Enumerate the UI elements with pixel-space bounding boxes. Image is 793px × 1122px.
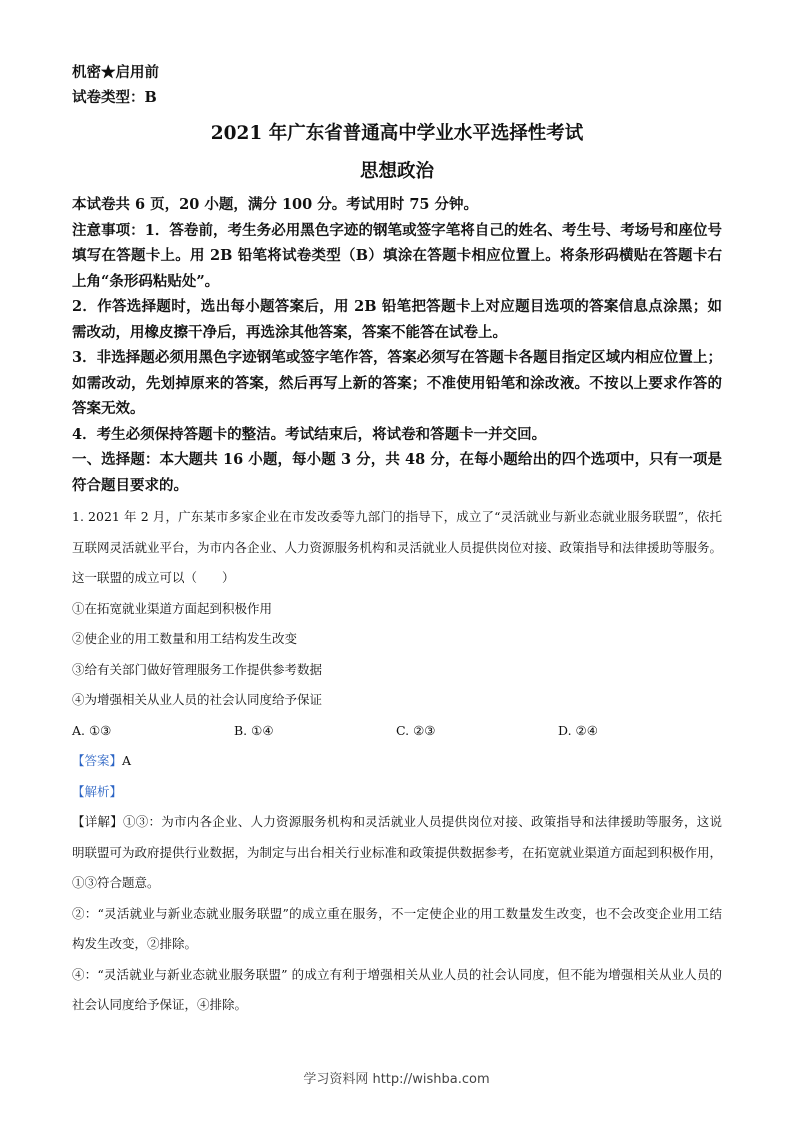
notice-1: 注意事项：1．答卷前，考生务必用黑色字迹的钢笔或签字笔将自己的姓名、考生号、考场号和座位号填写在答题卡上。用 2B 铅笔将试卷类型（B）填涂在答题卡相应位置上。将条形码横贴在答题卡右上角“条形码粘贴处”。	[72, 221, 722, 290]
exam-subject: 思想政治	[359, 161, 434, 182]
detail-tag: 【详解】	[72, 814, 123, 829]
statement-2: ②使企业的用工数量和用工结构发生改变	[72, 631, 298, 646]
notice-3: 3．非选择题必须用黑色字迹钢笔或签字笔作答，答案必须写在答题卡各题目指定区域内相应位置上；如需改动，先划掉原来的答案，然后再写上新的答案；不准使用铅笔和涂改液。不按以上要求作答的答案无效。	[72, 349, 722, 417]
detail-paragraph-1	[72, 807, 722, 899]
analysis-line	[72, 777, 722, 808]
choice-b: B. ①④	[234, 722, 274, 738]
exam-page	[72, 60, 722, 1021]
choice-d: D. ②④	[558, 722, 598, 738]
exam-title: 2021 年广东省普通高中学业水平选择性考试	[210, 123, 584, 144]
footer-watermark: 学习资料网 http://wishba.com	[303, 1072, 490, 1087]
section-heading: 一、选择题：本大题共 16 小题，每小题 3 分，共 48 分，在每小题给出的四个选项中，只有一项是符合题目要求的。	[72, 451, 722, 494]
question-stem: 1. 2021 年 2 月，广东某市多家企业在市发改委等九部门的指导下，成立了“灵活就业与新业态就业服务联盟”，依托互联网灵活就业平台，为市内各企业、人力资源服务机构和灵活就业人员提供岗位对接、政策指导和法律援助等服务。这一联盟的成立可以（ ）	[72, 509, 723, 585]
detail-text-1: ①③：为市内各企业、人力资源服务机构和灵活就业人员提供岗位对接、政策指导和法律援助等服务，这说明联盟可为政府提供行业数据，为制定与出台相关行业标准和政策提供数据参考，在拓宽就业渠道方面起到积极作用，①③符合题意。	[72, 814, 723, 890]
choice-a: A. ①③	[72, 722, 112, 738]
statement-3: ③给有关部门做好管理服务工作提供参考数据	[72, 661, 323, 677]
answer-line	[72, 746, 722, 777]
answer-tag: 【答案】	[72, 753, 123, 768]
confidential-label: 机密★启用前	[72, 64, 159, 81]
analysis-tag: 【解析】	[72, 783, 123, 799]
statement-1: ①在拓宽就业渠道方面起到积极作用	[72, 600, 273, 616]
choice-c: C. ②③	[396, 722, 436, 738]
paper-type-label: 试卷类型：B	[72, 89, 157, 106]
answer-choices	[72, 716, 722, 747]
notice-2: 2．作答选择题时，选出每小题答案后，用 2B 铅笔把答题卡上对应题目选项的答案信息点涂黑；如需改动，用橡皮擦干净后，再选涂其他答案，答案不能答在试卷上。	[72, 298, 722, 341]
notice-4: 4．考生必须保持答题卡的整洁。考试结束后，将试卷和答题卡一并交回。	[72, 425, 547, 443]
answer-value: A	[122, 753, 132, 768]
detail-paragraph-2: ②：“灵活就业与新业态就业服务联盟”的成立重在服务，不一定使企业的用工数量发生改变，也不会改变企业用工结构发生改变，②排除。	[72, 905, 722, 951]
exam-intro: 本试卷共 6 页，20 小题，满分 100 分。考试用时 75 分钟。	[72, 196, 479, 213]
detail-paragraph-3: ④：“灵活就业与新业态就业服务联盟” 的成立有利于增强相关从业人员的社会认同度，但不能为增强相关从业人员的社会认同度给予保证，④排除。	[72, 966, 722, 1012]
statement-4: ④为增强相关从业人员的社会认同度给予保证	[72, 692, 323, 707]
